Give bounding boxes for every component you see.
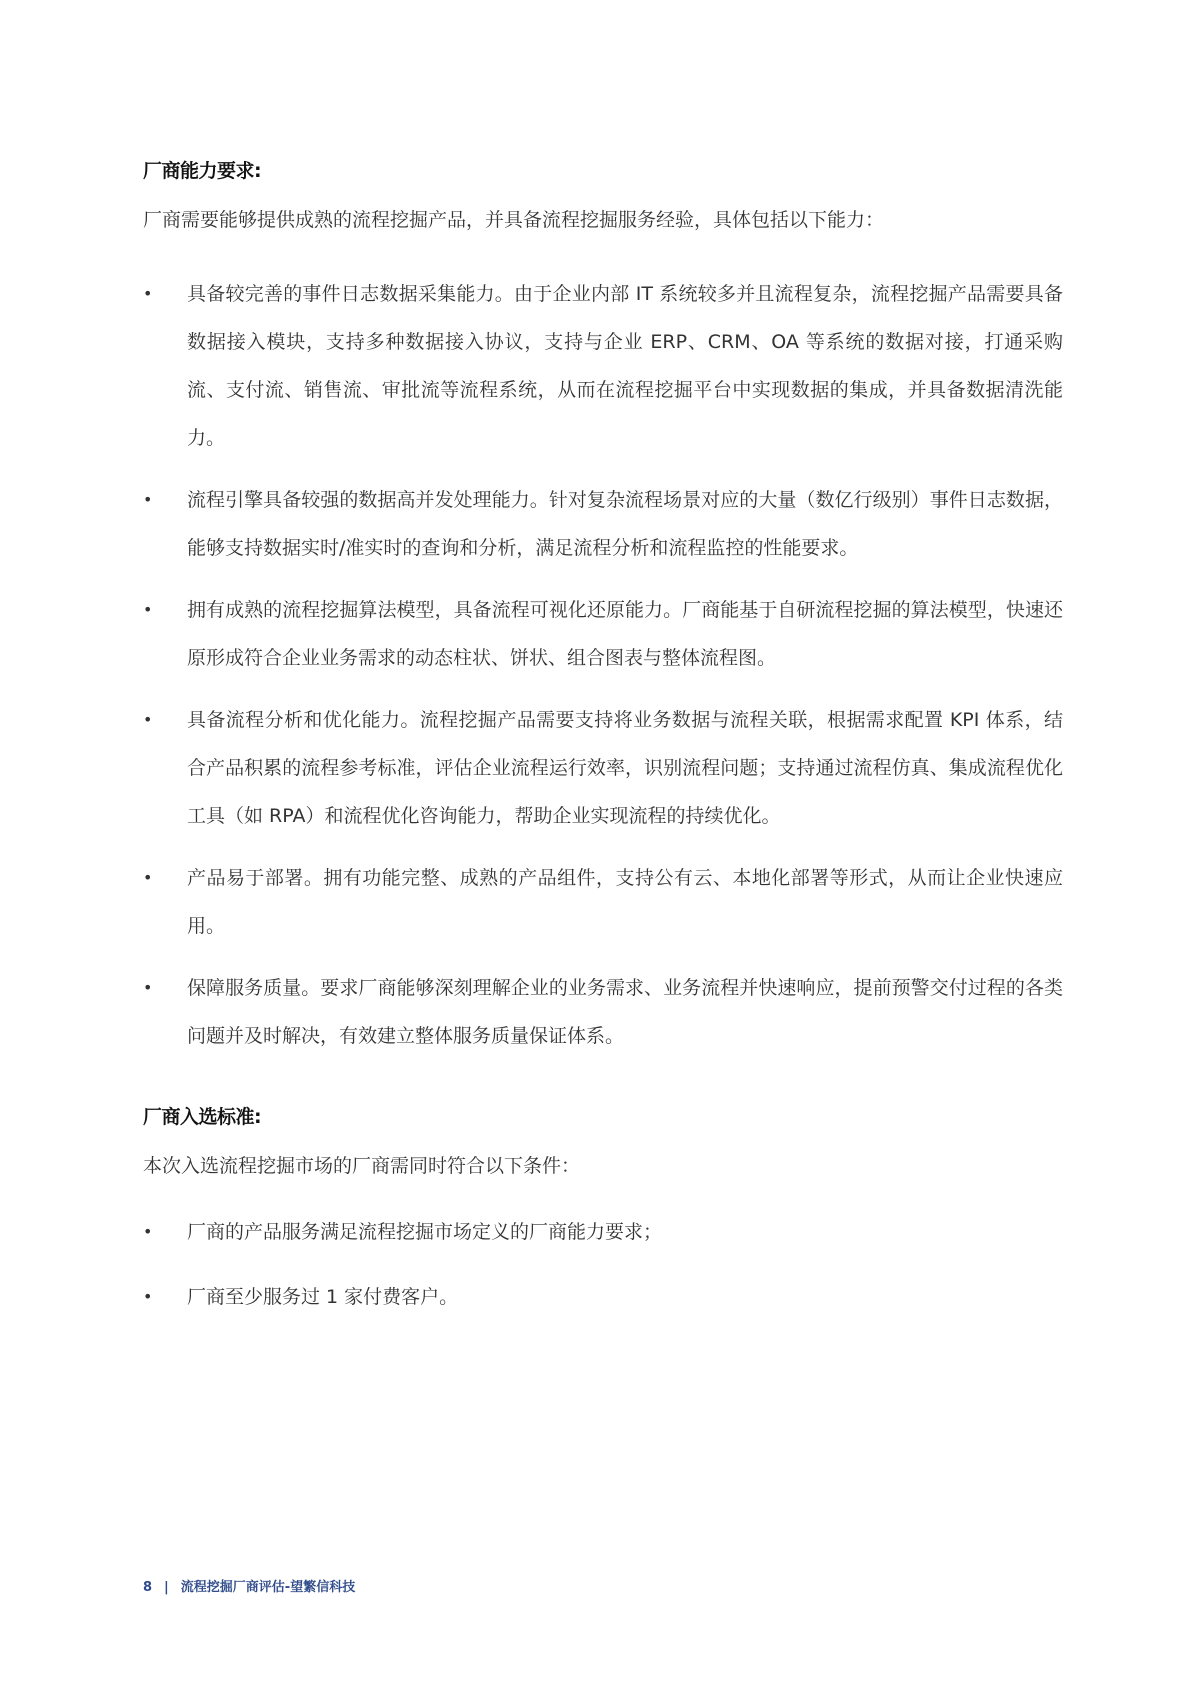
section-heading-vendor-capability: 厂商能力要求: bbox=[143, 160, 262, 182]
bullet-icon: • bbox=[143, 1287, 153, 1306]
bullet-icon: • bbox=[143, 600, 153, 619]
page-number: 8 bbox=[143, 1580, 153, 1595]
section-intro-vendor-capability: 厂商需要能够提供成熟的流程挖掘产品，并具备流程挖掘服务经验，具体包括以下能力： bbox=[143, 209, 885, 231]
list-item bbox=[143, 586, 1063, 682]
footer-separator: | bbox=[164, 1580, 169, 1595]
list-item-text: 厂商至少服务过 1 家付费客户。 bbox=[187, 1286, 459, 1308]
list-item bbox=[143, 1208, 1063, 1256]
bullet-icon: • bbox=[143, 710, 153, 729]
list-item-text: 保障服务质量。要求厂商能够深刻理解企业的业务需求、业务流程并快速响应，提前预警交付过程的各类问题并及时解决，有效建立整体服务质量保证体系。 bbox=[187, 977, 1063, 1047]
bullet-icon: • bbox=[143, 490, 153, 509]
list-item-text: 流程引擎具备较强的数据高并发处理能力。针对复杂流程场景对应的大量（数亿行级别）事件日志数据，能够支持数据实时/准实时的查询和分析，满足流程分析和流程监控的性能要求。 bbox=[187, 489, 1063, 559]
list-item bbox=[143, 696, 1063, 840]
capability-list bbox=[143, 270, 1063, 1060]
section-intro-selection-criteria: 本次入选流程挖掘市场的厂商需同时符合以下条件： bbox=[143, 1155, 581, 1177]
list-item bbox=[143, 1273, 1063, 1321]
bullet-icon: • bbox=[143, 1222, 153, 1241]
bullet-icon: • bbox=[143, 868, 153, 887]
list-item-text: 具备流程分析和优化能力。流程挖掘产品需要支持将业务数据与流程关联，根据需求配置 KPI 体系，结合产品积累的流程参考标准，评估企业流程运行效率，识别流程问题；支持通过流程仿真、集成流程优化工具（如 RPA）和流程优化咨询能力，帮助企业实现流程的持续优化。 bbox=[187, 709, 1063, 827]
bullet-icon: • bbox=[143, 978, 153, 997]
page-footer bbox=[143, 1576, 355, 1595]
bullet-icon: • bbox=[143, 284, 153, 303]
list-item bbox=[143, 476, 1063, 572]
criteria-list bbox=[143, 1208, 1063, 1321]
list-item bbox=[143, 270, 1063, 462]
list-item bbox=[143, 854, 1063, 950]
list-item-text: 产品易于部署。拥有功能完整、成熟的产品组件，支持公有云、本地化部署等形式，从而让企业快速应用。 bbox=[187, 867, 1063, 937]
list-item-text: 厂商的产品服务满足流程挖掘市场定义的厂商能力要求； bbox=[187, 1221, 663, 1243]
list-item bbox=[143, 964, 1063, 1060]
section-heading-selection-criteria: 厂商入选标准: bbox=[143, 1106, 262, 1128]
footer-title: 流程挖掘厂商评估-望繁信科技 bbox=[180, 1580, 356, 1595]
list-item-text: 具备较完善的事件日志数据采集能力。由于企业内部 IT 系统较多并且流程复杂，流程挖掘产品需要具备数据接入模块，支持多种数据接入协议，支持与企业 ERP、CRM、OA 等系统的数据对接，打通采购流、支付流、销售流、审批流等流程系统，从而在流程挖掘平台中实现数据的集成，并具备数据清洗能力。 bbox=[187, 283, 1063, 449]
list-item-text: 拥有成熟的流程挖掘算法模型，具备流程可视化还原能力。厂商能基于自研流程挖掘的算法模型，快速还原形成符合企业业务需求的动态柱状、饼状、组合图表与整体流程图。 bbox=[187, 599, 1063, 669]
